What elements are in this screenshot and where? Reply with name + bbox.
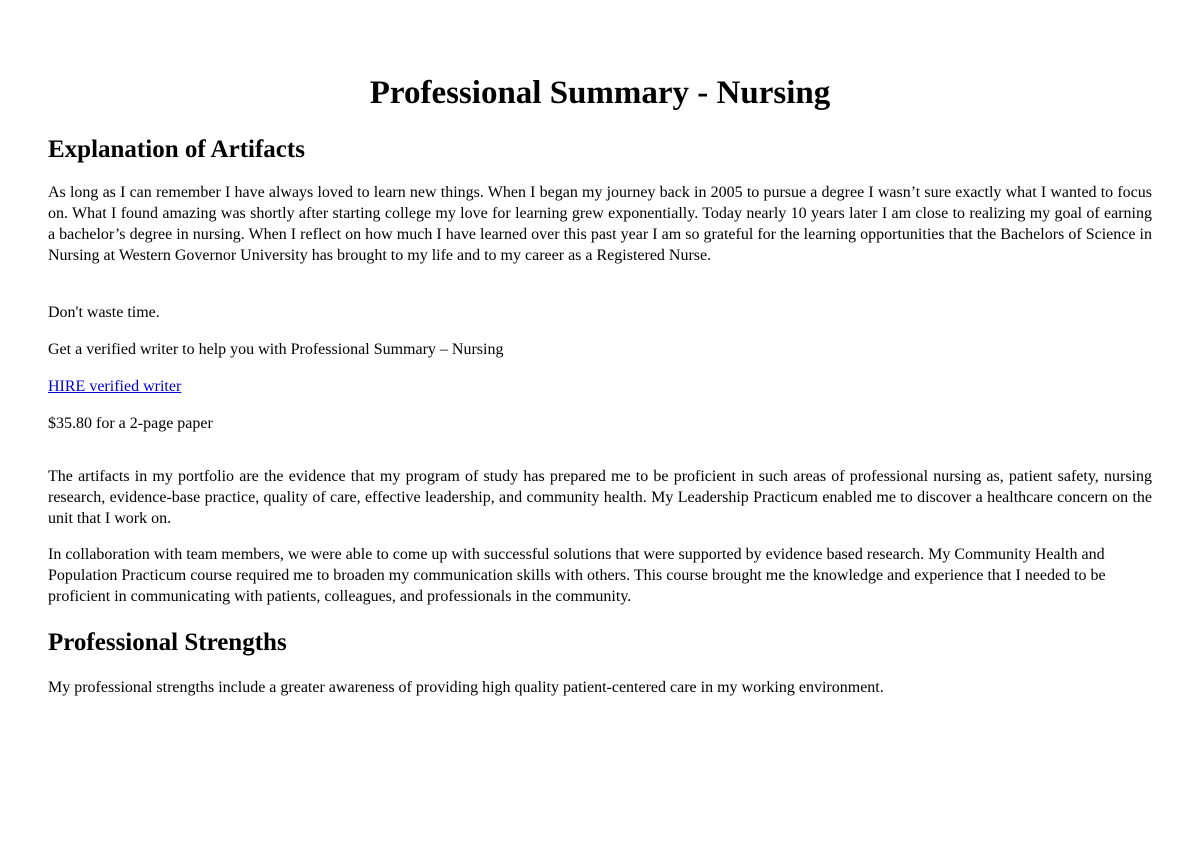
page-title: Professional Summary - Nursing [369,75,831,111]
promo-price: $35.80 for a 2-page paper [48,415,213,432]
strengths-paragraph: My professional strengths include a greater awareness of providing high quality patient-centered care in my working environment. [48,679,884,696]
section-heading-artifacts: Explanation of Artifacts [48,136,305,163]
section-heading-strengths: Professional Strengths [48,629,287,656]
promo-tagline: Don't waste time. [48,304,160,321]
portfolio-paragraph: The artifacts in my portfolio are the evidence that my program of study has prepared me to be proficient in such areas of professional nursing as, patient safety, nursing research, evidence-base practice, quality of care, effective leadership, and community health. My Leadership Practicum enabled me to discover a healthcare concern on the unit that I work on. [48,468,1152,527]
intro-paragraph: As long as I can remember I have always loved to learn new things. When I began my journey back in 2005 to pursue a degree I wasn’t sure exactly what I wanted to focus on. What I found amazing was shortly after starting college my love for learning grew exponentially. Today nearly 10 years later I am close to realizing my goal of earning a bachelor’s degree in nursing. When I reflect on how much I have learned over this past year I am so grateful for the learning opportunities that the Bachelors of Science in Nursing at Western Governor University has brought to my life and to my career as a Registered Nurse. [48,184,1152,264]
collaboration-paragraph: In collaboration with team members, we were able to come up with successful solutions that were supported by evidence based research. My Community Health and Population Practicum course required me to broaden my communication skills with others. This course brought me the knowledge and experience that I needed to be proficient in communicating with patients, colleagues, and professionals in the community. [48,546,1106,605]
promo-offer: Get a verified writer to help you with Professional Summary – Nursing [48,341,504,358]
promo-block [48,302,1152,434]
hire-writer-link[interactable]: HIRE verified writer [48,378,182,395]
